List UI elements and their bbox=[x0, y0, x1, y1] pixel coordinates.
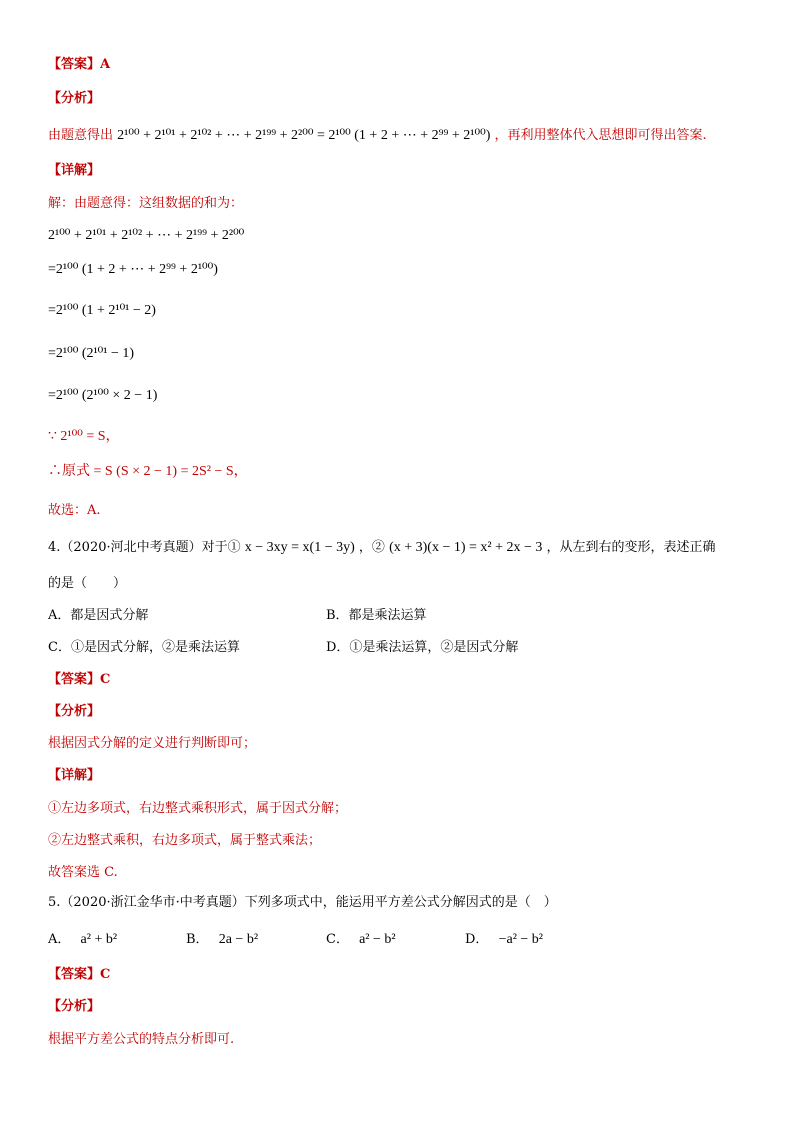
q4-stem-post: ，从左到右的变形，表述正确 bbox=[546, 540, 716, 555]
q4-analysis-head: 【分析】 bbox=[48, 704, 101, 719]
q5-option-b bbox=[186, 932, 258, 948]
q3-step-1: 2¹⁰⁰ + 2¹⁰¹ + 2¹⁰² + ⋯ + 2¹⁹⁹ + 2²⁰⁰ bbox=[48, 228, 245, 243]
q3-answer: 【答案】A bbox=[48, 57, 111, 72]
q3-choose: 故选：A. bbox=[48, 503, 101, 518]
q5-answer: 【答案】C bbox=[48, 967, 111, 982]
q4-stem-line2: 的是（ ） bbox=[48, 576, 127, 591]
q3-detail-intro: 解：由题意得：这组数据的和为： bbox=[48, 196, 244, 211]
q4-option-d: D．①是乘法运算，②是因式分解 bbox=[326, 640, 519, 655]
q3-step-3: =2¹⁰⁰ (1 + 2¹⁰¹ − 2) bbox=[48, 303, 156, 318]
q3-analysis-post: ，再利用整体代入思想即可得出答案. bbox=[494, 128, 707, 143]
q4-stem bbox=[48, 540, 716, 556]
q5-option-a bbox=[48, 932, 117, 948]
q4-detail-1: ①左边多项式，右边整式乘积形式，属于因式分解； bbox=[48, 801, 348, 816]
q5-stem: 5.（2020·浙江金华市·中考真题）下列多项式中，能运用平方差公式分解因式的是（ ） bbox=[48, 895, 557, 910]
q3-analysis-pre: 由题意得出 bbox=[48, 128, 114, 143]
q5-analysis-head: 【分析】 bbox=[48, 999, 101, 1014]
q5-analysis: 根据平方差公式的特点分析即可. bbox=[48, 1032, 235, 1047]
q5-option-d bbox=[465, 932, 543, 948]
q5-option-c bbox=[326, 932, 396, 948]
q5-option-d-expr: −a² − b² bbox=[498, 932, 543, 947]
q3-step-4: =2¹⁰⁰ (2¹⁰¹ − 1) bbox=[48, 346, 135, 361]
q5-option-a-expr: a² + b² bbox=[80, 932, 118, 947]
q4-stem-pre: 4.（2020·河北中考真题）对于① bbox=[48, 540, 241, 555]
q4-stem-math1: x − 3xy = x(1 − 3y) bbox=[244, 540, 355, 555]
q3-analysis-math: 2¹⁰⁰ + 2¹⁰¹ + 2¹⁰² + ⋯ + 2¹⁹⁹ + 2²⁰⁰ = 2¹⁰⁰ (1 + 2 + ⋯ + 2⁹⁹ + 2¹⁰⁰) bbox=[117, 128, 491, 143]
q4-stem-mid: ，② bbox=[358, 540, 385, 555]
q5-option-c-expr: a² − b² bbox=[359, 932, 396, 947]
q3-analysis-head: 【分析】 bbox=[48, 91, 101, 106]
q4-analysis: 根据因式分解的定义进行判断即可； bbox=[48, 736, 257, 751]
q5-option-c-label: C． bbox=[326, 932, 349, 947]
q3-analysis bbox=[48, 128, 707, 144]
q4-detail-head: 【详解】 bbox=[48, 768, 101, 783]
q5-option-b-expr: 2a − b² bbox=[218, 932, 259, 947]
q3-therefore: ∴原式 = S (S × 2 − 1) = 2S² − S， bbox=[48, 464, 248, 479]
q3-step-2: =2¹⁰⁰ (1 + 2 + ⋯ + 2⁹⁹ + 2¹⁰⁰) bbox=[48, 262, 218, 277]
q5-option-d-label: D． bbox=[465, 932, 489, 947]
q4-choose: 故答案选 C. bbox=[48, 865, 118, 880]
q4-option-c: C．①是因式分解，②是乘法运算 bbox=[48, 640, 240, 655]
q4-option-b: B．都是乘法运算 bbox=[326, 608, 427, 623]
q4-option-a: A．都是因式分解 bbox=[48, 608, 149, 623]
q3-because: ∵ 2¹⁰⁰ = S， bbox=[48, 429, 120, 444]
q4-stem-math2: (x + 3)(x − 1) = x² + 2x − 3 bbox=[389, 540, 543, 555]
q3-detail-head: 【详解】 bbox=[48, 163, 101, 178]
q4-detail-2: ②左边整式乘积，右边多项式，属于整式乘法； bbox=[48, 833, 322, 848]
q5-option-a-label: A． bbox=[48, 932, 71, 947]
q4-answer: 【答案】C bbox=[48, 672, 111, 687]
q3-step-5: =2¹⁰⁰ (2¹⁰⁰ × 2 − 1) bbox=[48, 388, 158, 403]
q5-option-b-label: B． bbox=[186, 932, 209, 947]
